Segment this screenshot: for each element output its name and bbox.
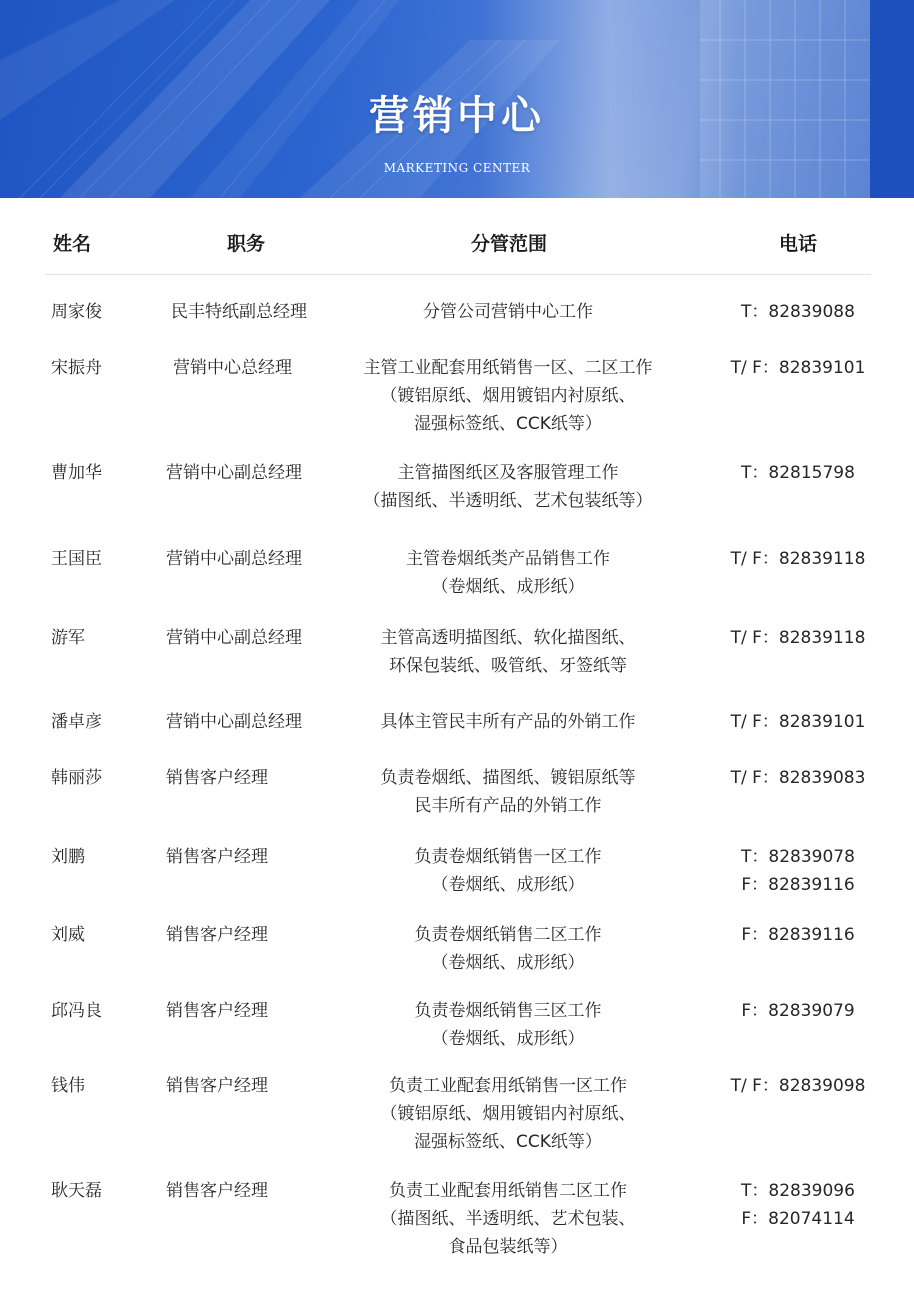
phone-line: T/ F：82839101	[730, 712, 866, 732]
row-phone	[704, 764, 892, 792]
row-phone	[704, 545, 892, 573]
row-name: 韩丽莎	[51, 768, 102, 788]
row-phone	[704, 459, 892, 487]
row-scope	[330, 921, 686, 977]
row-phone	[704, 843, 892, 899]
phone-line: F：82074114	[741, 1209, 855, 1229]
row-name: 周家俊	[51, 302, 102, 322]
row-position: 销售客户经理	[166, 925, 268, 945]
scope-line: （描图纸、半透明纸、艺术包装、	[380, 1209, 636, 1229]
scope-line: 负责卷烟纸、描图纸、镀铝原纸等	[380, 768, 636, 788]
scope-line: （镀铝原纸、烟用镀铝内衬原纸、	[380, 386, 636, 406]
row-scope	[330, 997, 686, 1053]
row-scope	[330, 843, 686, 899]
row-scope	[330, 708, 686, 736]
scope-line: 主管高透明描图纸、软化描图纸、	[380, 628, 636, 648]
row-phone	[704, 1072, 892, 1100]
row-position: 销售客户经理	[166, 847, 268, 867]
row-name: 刘威	[51, 925, 85, 945]
row-name: 宋振舟	[51, 358, 102, 378]
phone-line: F：82839079	[741, 1001, 855, 1021]
phone-line: T：82815798	[741, 463, 855, 483]
scope-line: 主管工业配套用纸销售一区、二区工作	[363, 358, 653, 378]
scope-line: 主管卷烟纸类产品销售工作	[406, 549, 610, 569]
row-scope	[330, 1072, 686, 1156]
row-position: 民丰特纸副总经理	[171, 302, 307, 322]
phone-line: T/ F：82839098	[730, 1076, 866, 1096]
phone-line: T/ F：82839083	[730, 768, 866, 788]
scope-line: 负责卷烟纸销售三区工作	[414, 1001, 602, 1021]
row-scope	[330, 624, 686, 680]
row-scope	[330, 354, 686, 438]
header-position: 职务	[227, 233, 266, 255]
scope-line: 负责工业配套用纸销售二区工作	[389, 1181, 627, 1201]
row-name: 王国臣	[51, 549, 102, 569]
row-position: 营销中心副总经理	[166, 549, 302, 569]
row-scope	[330, 545, 686, 601]
phone-line: T：82839078	[741, 847, 855, 867]
scope-line: 主管描图纸区及客服管理工作	[397, 463, 619, 483]
table-header	[45, 226, 871, 275]
row-name: 曹加华	[51, 463, 102, 483]
phone-line: T/ F：82839118	[730, 549, 866, 569]
row-name: 潘卓彦	[51, 712, 102, 732]
row-scope	[330, 1177, 686, 1261]
row-position: 营销中心副总经理	[166, 712, 302, 732]
scope-line: （描图纸、半透明纸、艺术包装纸等）	[363, 491, 653, 511]
row-position: 销售客户经理	[166, 768, 268, 788]
row-phone	[704, 708, 892, 736]
header-name: 姓名	[53, 233, 92, 255]
row-scope	[330, 459, 686, 515]
phone-line: T/ F：82839118	[730, 628, 866, 648]
header-phone: 电话	[779, 233, 818, 255]
row-name: 钱伟	[51, 1076, 85, 1096]
scope-line: （卷烟纸、成形纸）	[431, 953, 585, 973]
row-name: 游军	[51, 628, 85, 648]
row-phone	[704, 997, 892, 1025]
header-banner	[0, 0, 914, 198]
row-position: 营销中心副总经理	[166, 463, 302, 483]
row-position: 销售客户经理	[166, 1001, 268, 1021]
scope-line: 具体主管民丰所有产品的外销工作	[380, 712, 636, 732]
page-subtitle: MARKETING CENTER	[383, 161, 531, 175]
row-position: 营销中心副总经理	[166, 628, 302, 648]
scope-line: （卷烟纸、成形纸）	[431, 1029, 585, 1049]
scope-line: 分管公司营销中心工作	[423, 302, 593, 322]
scope-line: 民丰所有产品的外销工作	[414, 796, 602, 816]
phone-line: T：82839088	[741, 302, 855, 322]
scope-line: 湿强标签纸、CCK纸等）	[414, 1132, 602, 1152]
row-phone	[704, 1177, 892, 1233]
row-scope	[330, 764, 686, 820]
row-name: 刘鹏	[51, 847, 85, 867]
scope-line: 湿强标签纸、CCK纸等）	[414, 414, 602, 434]
header-scope: 分管范围	[471, 233, 548, 255]
row-name: 耿天磊	[51, 1181, 102, 1201]
row-scope	[330, 298, 686, 326]
row-phone	[704, 354, 892, 382]
scope-line: （卷烟纸、成形纸）	[431, 875, 585, 895]
phone-line: F：82839116	[741, 875, 855, 895]
row-name: 邱冯良	[51, 1001, 102, 1021]
phone-line: T/ F：82839101	[730, 358, 866, 378]
row-phone	[704, 298, 892, 326]
row-phone	[704, 624, 892, 652]
page-title: 营销中心	[369, 93, 545, 139]
row-position: 销售客户经理	[166, 1076, 268, 1096]
scope-line: 环保包装纸、吸管纸、牙签纸等	[389, 656, 627, 676]
phone-line: T：82839096	[741, 1181, 855, 1201]
scope-line: 食品包装纸等）	[448, 1237, 568, 1257]
phone-line: F：82839116	[741, 925, 855, 945]
scope-line: （卷烟纸、成形纸）	[431, 577, 585, 597]
row-position: 营销中心总经理	[173, 358, 292, 378]
scope-line: （镀铝原纸、烟用镀铝内衬原纸、	[380, 1104, 636, 1124]
row-position: 销售客户经理	[166, 1181, 268, 1201]
row-phone	[704, 921, 892, 949]
scope-line: 负责工业配套用纸销售一区工作	[389, 1076, 627, 1096]
scope-line: 负责卷烟纸销售二区工作	[414, 925, 602, 945]
scope-line: 负责卷烟纸销售一区工作	[414, 847, 602, 867]
